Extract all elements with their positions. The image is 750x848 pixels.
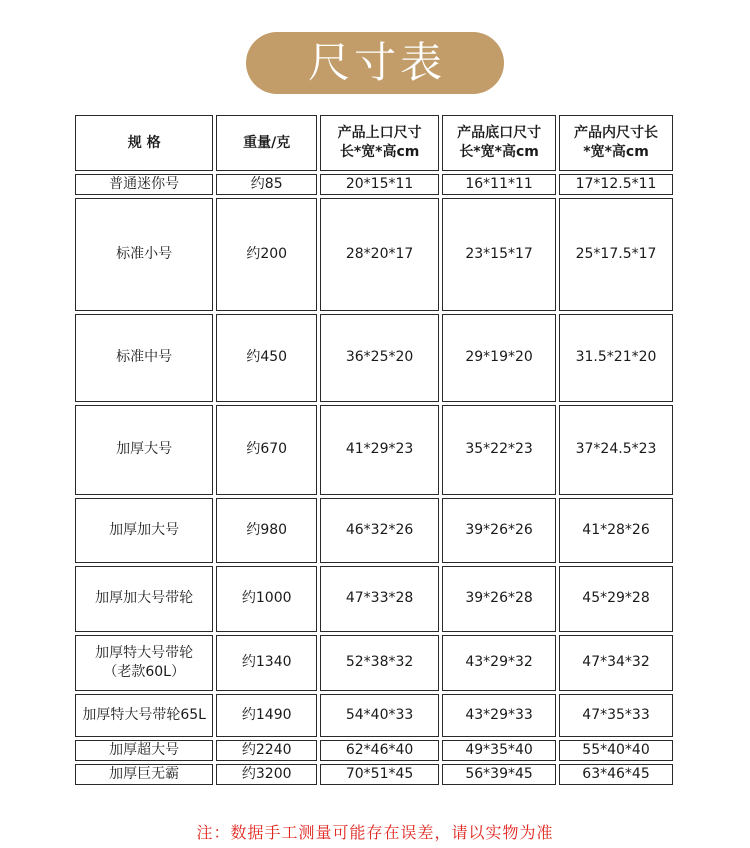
header-bottom-line2: 长*宽*高cm [459,144,539,160]
cell-inner: 47*34*32 [559,635,673,691]
cell-bottom: 39*26*28 [442,566,556,632]
cell-top: 36*25*20 [320,314,439,402]
cell-weight: 约450 [216,314,317,402]
cell-spec: 加厚加大号 [75,498,213,563]
table-row [75,635,673,691]
header-spec: 规 格 [75,115,213,171]
cell-bottom: 43*29*33 [442,694,556,737]
cell-top: 20*15*11 [320,174,439,195]
cell-weight: 约200 [216,198,317,311]
cell-weight: 约1000 [216,566,317,632]
table-header-row [75,115,673,171]
disclaimer-note: 注：数据手工测量可能存在误差，请以实物为准 [196,823,554,842]
cell-inner: 63*46*45 [559,764,673,785]
cell-inner: 55*40*40 [559,740,673,761]
table-row [75,498,673,563]
cell-inner: 17*12.5*11 [559,174,673,195]
cell-bottom: 43*29*32 [442,635,556,691]
cell-spec [75,635,213,691]
cell-spec: 加厚大号 [75,405,213,495]
cell-inner: 37*24.5*23 [559,405,673,495]
header-bottom-size [442,115,556,171]
page-title: 尺寸表 [307,38,446,87]
cell-weight: 约85 [216,174,317,195]
cell-top: 41*29*23 [320,405,439,495]
table-row [75,740,673,761]
cell-spec-sub: （老款60L） [103,663,185,680]
header-top-line2: 长*宽*高cm [339,144,420,160]
cell-inner: 31.5*21*20 [559,314,673,402]
header-weight: 重量/克 [216,115,317,171]
table-row [75,405,673,495]
header-top-size [320,115,439,171]
cell-bottom: 39*26*26 [442,498,556,563]
cell-spec: 加厚加大号带轮 [75,566,213,632]
cell-weight: 约2240 [216,740,317,761]
cell-spec: 标准小号 [75,198,213,311]
cell-bottom: 49*35*40 [442,740,556,761]
cell-inner: 47*35*33 [559,694,673,737]
table-row [75,764,673,785]
cell-spec: 加厚巨无霸 [75,764,213,785]
cell-top: 46*32*26 [320,498,439,563]
cell-spec: 普通迷你号 [75,174,213,195]
cell-top: 47*33*28 [320,566,439,632]
cell-inner: 25*17.5*17 [559,198,673,311]
cell-inner: 41*28*26 [559,498,673,563]
table-row [75,694,673,737]
cell-bottom: 35*22*23 [442,405,556,495]
cell-spec: 加厚超大号 [75,740,213,761]
cell-bottom: 56*39*45 [442,764,556,785]
header-top-line1: 产品上口尺寸 [337,125,422,142]
cell-spec: 标准中号 [75,314,213,402]
cell-weight: 约670 [216,405,317,495]
cell-weight: 约1490 [216,694,317,737]
table-row [75,174,673,195]
header-bottom-line1: 产品底口尺寸 [457,125,542,142]
header-inner-size [559,115,673,171]
cell-top: 54*40*33 [320,694,439,737]
cell-weight: 约1340 [216,635,317,691]
cell-top: 28*20*17 [320,198,439,311]
header-inner-line1: 产品内尺寸长 [574,125,659,142]
table-row [75,314,673,402]
table-row [75,566,673,632]
cell-bottom: 23*15*17 [442,198,556,311]
header-inner-line2: *宽*高cm [583,144,649,160]
cell-spec-main: 加厚特大号带轮 [95,645,194,661]
cell-spec: 加厚特大号带轮65L [75,694,213,737]
size-table [72,112,676,788]
table-row [75,198,673,311]
cell-weight: 约3200 [216,764,317,785]
cell-bottom: 16*11*11 [442,174,556,195]
cell-top: 70*51*45 [320,764,439,785]
title-banner [246,32,504,94]
cell-bottom: 29*19*20 [442,314,556,402]
cell-top: 62*46*40 [320,740,439,761]
cell-inner: 45*29*28 [559,566,673,632]
cell-top: 52*38*32 [320,635,439,691]
cell-weight: 约980 [216,498,317,563]
